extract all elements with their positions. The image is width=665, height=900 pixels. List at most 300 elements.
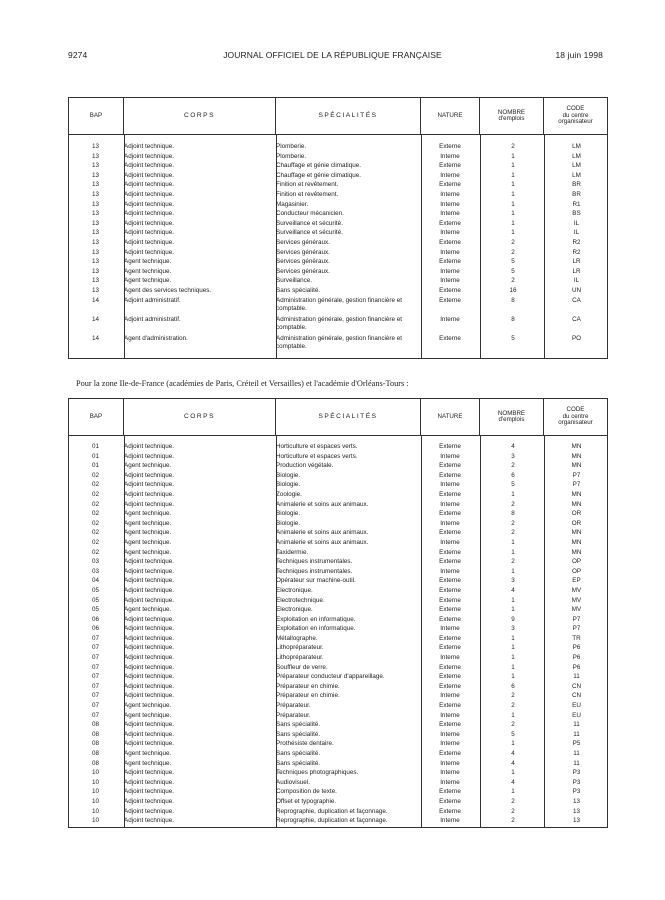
- row-corps: Adjoint technique.: [124, 248, 175, 256]
- row-bap: 06: [91, 625, 99, 633]
- row-code: MV: [571, 606, 582, 614]
- row-nature: Externe: [439, 286, 461, 294]
- row-corps: Adjoint technique.: [124, 181, 175, 189]
- row-code: 11: [573, 721, 580, 729]
- row-bap: 13: [91, 238, 99, 246]
- table-row: [69, 201, 607, 211]
- table-body: [69, 135, 607, 358]
- row-nombre: 4: [511, 750, 515, 757]
- row-nature: Externe: [439, 490, 461, 498]
- row-code: IL: [573, 277, 580, 285]
- row-code: P7: [572, 615, 581, 623]
- row-bap: 10: [91, 788, 99, 796]
- row-code: OP: [571, 558, 582, 566]
- row-specialite: Lithopréparateur.: [276, 644, 324, 652]
- row-bap: 02: [91, 519, 99, 527]
- row-code: P3: [572, 769, 581, 777]
- row-corps: Agent technique.: [124, 538, 172, 546]
- table-row: [69, 210, 607, 220]
- row-nature: Externe: [439, 181, 461, 189]
- row-bap: 07: [91, 702, 99, 710]
- table-row: [69, 335, 607, 354]
- row-nombre: 3: [511, 625, 515, 633]
- row-bap: 13: [91, 152, 99, 160]
- row-code: LR: [572, 258, 581, 266]
- row-nombre: 2: [511, 462, 515, 470]
- row-corps: Adjoint technique.: [124, 162, 175, 170]
- row-nombre: 1: [511, 663, 515, 671]
- table-row: [69, 277, 607, 287]
- row-specialite: Exploitation en informatique.: [276, 615, 356, 623]
- row-specialite: Préparateur en chimie.: [276, 692, 340, 700]
- row-specialite: Surveillance et sécurité.: [276, 219, 343, 227]
- row-specialite: Métallographe.: [276, 634, 318, 642]
- row-code: P5: [572, 740, 581, 748]
- table-row: [69, 529, 607, 539]
- row-corps: Adjoint technique.: [124, 730, 175, 738]
- row-code: MN: [571, 490, 582, 498]
- row-nature: Interne: [440, 538, 460, 546]
- row-bap: 10: [91, 797, 99, 805]
- row-nature: Externe: [439, 219, 461, 227]
- row-corps: Agent technique.: [124, 750, 172, 757]
- row-code: PO: [571, 334, 582, 342]
- publication-date: 18 juin 1998: [555, 50, 603, 60]
- row-specialite: Electrotechnique.: [276, 596, 325, 604]
- row-nombre: 2: [511, 558, 515, 566]
- row-corps: Adjoint technique.: [124, 778, 175, 786]
- row-corps: Adjoint technique.: [124, 481, 175, 489]
- emplois-table-1: [68, 97, 608, 359]
- row-nature: Interne: [440, 759, 460, 767]
- table-row: [69, 731, 607, 741]
- row-nature: Externe: [439, 702, 461, 710]
- table-body: [69, 436, 607, 827]
- row-code: MN: [571, 452, 582, 460]
- table-row: [69, 683, 607, 693]
- row-corps: Adjoint technique.: [124, 452, 175, 460]
- row-nombre: 4: [511, 778, 515, 786]
- table-row: [69, 491, 607, 501]
- row-code: BR: [572, 181, 581, 189]
- row-bap: 13: [91, 181, 99, 189]
- table-row: [69, 249, 607, 259]
- nombre-sub-label: d'emplois: [498, 115, 525, 122]
- table-row: [69, 673, 607, 683]
- row-bap: 07: [91, 644, 99, 652]
- row-bap: 08: [91, 740, 99, 748]
- row-corps: Agent technique.: [124, 606, 172, 614]
- row-specialite: Zoologie.: [276, 490, 302, 498]
- table-row: [69, 316, 607, 335]
- row-specialite: Lithopréparateur.: [276, 654, 324, 662]
- row-corps: Agent technique.: [124, 548, 172, 556]
- row-corps: Adjoint technique.: [124, 586, 175, 594]
- table-row: [69, 817, 607, 827]
- row-corps: Adjoint technique.: [124, 238, 175, 246]
- row-corps: Adjoint technique.: [124, 143, 175, 150]
- table-row: [69, 153, 607, 163]
- col-code-header: [544, 98, 607, 134]
- row-code: MN: [571, 462, 582, 470]
- row-code: R2: [572, 238, 581, 246]
- row-nature: Interne: [440, 730, 460, 738]
- row-specialite: Sans spécialité.: [276, 721, 321, 729]
- table-row: [69, 220, 607, 230]
- row-nature: Interne: [440, 519, 460, 527]
- row-nature: Externe: [439, 788, 461, 796]
- row-bap: 03: [91, 558, 99, 566]
- row-code: P7: [572, 471, 581, 479]
- row-nature: Externe: [439, 615, 461, 623]
- col-nature-header: NATURE: [421, 399, 480, 435]
- row-specialite: Animalerie et soins aux animaux.: [276, 538, 369, 546]
- table-row: [69, 501, 607, 511]
- row-corps: Adjoint administratif.: [124, 315, 181, 323]
- page-number: 9274: [68, 50, 88, 60]
- code-label: CODE: [566, 105, 585, 113]
- row-specialite: Biologie.: [276, 519, 301, 527]
- row-bap: 02: [91, 510, 99, 518]
- row-corps: Adjoint technique.: [124, 615, 175, 623]
- row-nature: Interne: [440, 567, 460, 575]
- row-corps: Adjoint technique.: [124, 229, 175, 237]
- row-specialite: Horticulture et espaces verts.: [276, 443, 358, 450]
- row-nature: Externe: [439, 529, 461, 537]
- row-code: P3: [572, 788, 581, 796]
- table-row: [69, 229, 607, 239]
- table-row: [69, 740, 607, 750]
- row-code: MN: [571, 500, 582, 508]
- table-row: [69, 443, 607, 453]
- row-nature: Interne: [440, 711, 460, 719]
- row-nature: Interne: [440, 171, 460, 179]
- table-row: [69, 162, 607, 172]
- row-code: LR: [572, 267, 581, 275]
- table-row: [69, 664, 607, 674]
- row-code: 11: [573, 750, 580, 757]
- row-nature: Interne: [440, 315, 460, 323]
- row-corps: Adjoint technique.: [124, 807, 175, 815]
- row-nombre: 8: [511, 510, 515, 518]
- row-specialite: Finition et revêtement.: [276, 190, 339, 198]
- row-specialite: Sans spécialité.: [276, 286, 321, 294]
- row-bap: 07: [91, 711, 99, 719]
- row-corps: Adjoint administratif.: [124, 296, 181, 304]
- row-nombre: 1: [511, 171, 515, 179]
- row-corps: Agent technique.: [124, 711, 172, 719]
- table-header: [69, 399, 607, 436]
- row-code: LM: [572, 162, 581, 170]
- code-sub-label-2: organisateur: [558, 118, 593, 126]
- row-nature: Interne: [440, 692, 460, 700]
- row-nombre: 4: [511, 759, 515, 767]
- row-nombre: 2: [511, 529, 515, 537]
- row-nombre: 2: [511, 277, 515, 285]
- row-nombre: 1: [511, 654, 515, 662]
- row-code: EP: [572, 577, 581, 585]
- row-bap: 13: [91, 143, 99, 150]
- row-nature: Interne: [440, 229, 460, 237]
- row-nature: Interne: [440, 778, 460, 786]
- row-nature: Externe: [439, 296, 461, 304]
- table-row: [69, 654, 607, 664]
- row-corps: Adjoint technique.: [124, 769, 175, 777]
- row-bap: 13: [91, 258, 99, 266]
- row-bap: 08: [91, 759, 99, 767]
- row-code: CA: [572, 315, 581, 323]
- code-sub-label-2: organisateur: [558, 419, 593, 427]
- row-bap: 03: [91, 567, 99, 575]
- row-specialite: Animalerie et soins aux animaux.: [276, 500, 369, 508]
- col-bap-header: BAP: [69, 399, 124, 435]
- col-specialites-header: SPÉCIALITÉS: [276, 98, 421, 134]
- row-specialite: Sans spécialité.: [276, 730, 321, 738]
- row-specialite: Souffleur de verre.: [276, 663, 328, 671]
- row-nombre: 8: [511, 296, 515, 304]
- row-nature: Interne: [440, 152, 460, 160]
- table-row: [69, 587, 607, 597]
- row-nombre: 3: [511, 452, 515, 460]
- row-bap: 07: [91, 692, 99, 700]
- row-bap: 02: [91, 481, 99, 489]
- row-nombre: 5: [511, 730, 515, 738]
- row-nature: Interne: [440, 625, 460, 633]
- table-row: [69, 472, 607, 482]
- row-nature: Externe: [439, 577, 461, 585]
- row-code: 11: [573, 730, 580, 738]
- table-header: [69, 98, 607, 135]
- row-nombre: 8: [511, 315, 515, 323]
- row-nature: Externe: [439, 663, 461, 671]
- row-specialite: Electronique.: [276, 586, 313, 594]
- row-nombre: 16: [509, 286, 517, 294]
- table-row: [69, 568, 607, 578]
- row-nature: Externe: [439, 797, 461, 805]
- row-nombre: 1: [511, 181, 515, 189]
- table-row: [69, 597, 607, 607]
- row-corps: Adjoint technique.: [124, 817, 175, 825]
- row-nombre: 5: [511, 334, 515, 342]
- row-bap: 07: [91, 634, 99, 642]
- row-corps: Adjoint technique.: [124, 682, 175, 690]
- row-bap: 08: [91, 750, 99, 757]
- table-row: [69, 702, 607, 712]
- row-specialite: Finition et revêtement.: [276, 181, 339, 189]
- row-nature: Interne: [440, 452, 460, 460]
- row-corps: Adjoint technique.: [124, 625, 175, 633]
- table-row: [69, 268, 607, 278]
- row-corps: Adjoint technique.: [124, 596, 175, 604]
- row-bap: 13: [91, 162, 99, 170]
- row-corps: Adjoint technique.: [124, 797, 175, 805]
- row-nombre: 1: [511, 538, 515, 546]
- table-row: [69, 788, 607, 798]
- row-code: P7: [572, 625, 581, 633]
- row-bap: 13: [91, 210, 99, 218]
- row-nature: Externe: [439, 673, 461, 681]
- row-nature: Externe: [439, 606, 461, 614]
- table-row: [69, 181, 607, 191]
- row-corps: Agent technique.: [124, 267, 172, 275]
- row-specialite: Plomberie.: [276, 143, 307, 150]
- row-corps: Adjoint technique.: [124, 654, 175, 662]
- row-nature: Interne: [440, 481, 460, 489]
- col-code-header: [544, 399, 607, 435]
- row-specialite: Chauffage et génie climatique.: [276, 162, 361, 170]
- table-row: [69, 779, 607, 789]
- row-specialite: Taxidermie.: [276, 548, 309, 556]
- row-nombre: 1: [511, 162, 515, 170]
- row-nature: Externe: [439, 162, 461, 170]
- row-bap: 05: [91, 596, 99, 604]
- row-corps: Adjoint technique.: [124, 152, 175, 160]
- row-corps: Agent d'administration.: [124, 334, 188, 342]
- row-nature: Externe: [439, 510, 461, 518]
- row-code: P6: [572, 663, 581, 671]
- table-row: [69, 606, 607, 616]
- row-specialite: Electronique.: [276, 606, 313, 614]
- row-nature: Externe: [439, 462, 461, 470]
- row-bap: 10: [91, 778, 99, 786]
- table-row: [69, 520, 607, 530]
- row-bap: 08: [91, 721, 99, 729]
- row-code: 13: [572, 817, 580, 825]
- row-nombre: 1: [511, 740, 515, 748]
- row-specialite: Opérateur sur machine-outil.: [276, 577, 356, 585]
- table-row: [69, 297, 607, 316]
- row-corps: Agent technique.: [124, 702, 172, 710]
- row-nature: Externe: [439, 471, 461, 479]
- row-bap: 13: [91, 229, 99, 237]
- row-corps: Adjoint technique.: [124, 210, 175, 218]
- row-nature: Externe: [439, 634, 461, 642]
- row-specialite: Horticulture et espaces verts.: [276, 452, 358, 460]
- row-code: P3: [572, 778, 581, 786]
- row-nombre: 2: [511, 500, 515, 508]
- row-specialite: Sans spécialité.: [276, 750, 321, 757]
- row-nombre: 5: [511, 481, 515, 489]
- row-bap: 02: [91, 548, 99, 556]
- row-nombre: 5: [511, 258, 515, 266]
- journal-title: JOURNAL OFFICIEL DE LA RÉPUBLIQUE FRANÇAISE: [223, 50, 442, 60]
- row-code: CN: [571, 692, 582, 700]
- row-code: BS: [572, 210, 581, 218]
- row-nature: Interne: [440, 210, 460, 218]
- table-row: [69, 453, 607, 463]
- row-bap: 13: [91, 286, 99, 294]
- row-nombre: 1: [511, 190, 515, 198]
- row-nombre: 5: [511, 267, 515, 275]
- row-code: CN: [571, 682, 582, 690]
- row-specialite: Plomberie.: [276, 152, 307, 160]
- table-row: [69, 616, 607, 626]
- table-row: [69, 625, 607, 635]
- row-nombre: 2: [511, 807, 515, 815]
- row-nombre: 1: [511, 673, 515, 681]
- row-corps: Adjoint technique.: [124, 788, 175, 796]
- row-nature: Interne: [440, 200, 460, 208]
- table-row: [69, 692, 607, 702]
- row-specialite: Chauffage et génie climatique.: [276, 171, 361, 179]
- row-nombre: 2: [511, 238, 515, 246]
- row-corps: Adjoint technique.: [124, 490, 175, 498]
- col-nombre-header: [480, 399, 544, 435]
- row-nombre: 2: [511, 248, 515, 256]
- row-nature: Interne: [440, 248, 460, 256]
- row-corps: Agent des services techniques.: [124, 286, 212, 294]
- row-nature: Externe: [439, 548, 461, 556]
- row-corps: Adjoint technique.: [124, 500, 175, 508]
- row-code: MV: [571, 596, 582, 604]
- row-nombre: 1: [511, 711, 515, 719]
- row-nombre: 6: [511, 471, 515, 479]
- row-corps: Adjoint technique.: [124, 692, 175, 700]
- row-code: OR: [571, 510, 582, 518]
- table-row: [69, 721, 607, 731]
- row-specialite: Exploitation en informatique.: [276, 625, 356, 633]
- zone-caption: Pour la zone Ile-de-France (académies de Paris, Créteil et Versailles) et l'académie d'Orléans-Tours :: [76, 379, 409, 388]
- table-row: [69, 143, 607, 153]
- row-specialite: Services généraux.: [276, 267, 330, 275]
- row-bap: 06: [91, 615, 99, 623]
- col-nombre-header: [480, 98, 544, 134]
- row-corps: Adjoint technique.: [124, 558, 175, 566]
- row-corps: Adjoint technique.: [124, 171, 175, 179]
- table-row: [69, 481, 607, 491]
- row-specialite: Audiovisuel.: [276, 778, 310, 786]
- row-bap: 01: [91, 452, 99, 460]
- row-bap: 13: [91, 277, 99, 285]
- row-nature: Externe: [439, 334, 461, 342]
- col-specialites-header: SPÉCIALITÉS: [276, 399, 421, 435]
- row-nature: Interne: [440, 769, 460, 777]
- row-nature: Interne: [440, 740, 460, 748]
- table-row: [69, 769, 607, 779]
- row-specialite: Préparateur.: [276, 711, 311, 719]
- row-nature: Interne: [440, 817, 460, 825]
- row-code: LM: [572, 152, 581, 160]
- row-nature: Externe: [439, 596, 461, 604]
- row-code: LM: [572, 143, 581, 150]
- row-nombre: 1: [511, 490, 515, 498]
- row-specialite: Administration générale, gestion financière et comptable.: [276, 334, 403, 351]
- row-code: TR: [572, 634, 581, 642]
- row-bap: 02: [91, 538, 99, 546]
- emplois-table-2: [68, 398, 608, 828]
- code-label: CODE: [566, 406, 585, 414]
- row-bap: 10: [91, 807, 99, 815]
- row-specialite: Techniques photographiques.: [276, 769, 359, 777]
- row-nature: Externe: [439, 682, 461, 690]
- row-corps: Adjoint technique.: [124, 190, 175, 198]
- row-specialite: Conducteur mécanicien.: [276, 210, 344, 218]
- row-nature: Externe: [439, 238, 461, 246]
- row-nombre: 1: [511, 219, 515, 227]
- row-bap: 10: [91, 817, 99, 825]
- table-row: [69, 462, 607, 472]
- row-code: MN: [571, 548, 582, 556]
- row-specialite: Biologie.: [276, 510, 301, 518]
- row-bap: 07: [91, 663, 99, 671]
- row-bap: 02: [91, 500, 99, 508]
- row-nombre: 1: [511, 548, 515, 556]
- table-row: [69, 287, 607, 297]
- row-corps: Agent technique.: [124, 462, 172, 470]
- row-code: LM: [572, 171, 581, 179]
- row-code: IL: [573, 229, 580, 237]
- col-corps-header: CORPS: [124, 399, 276, 435]
